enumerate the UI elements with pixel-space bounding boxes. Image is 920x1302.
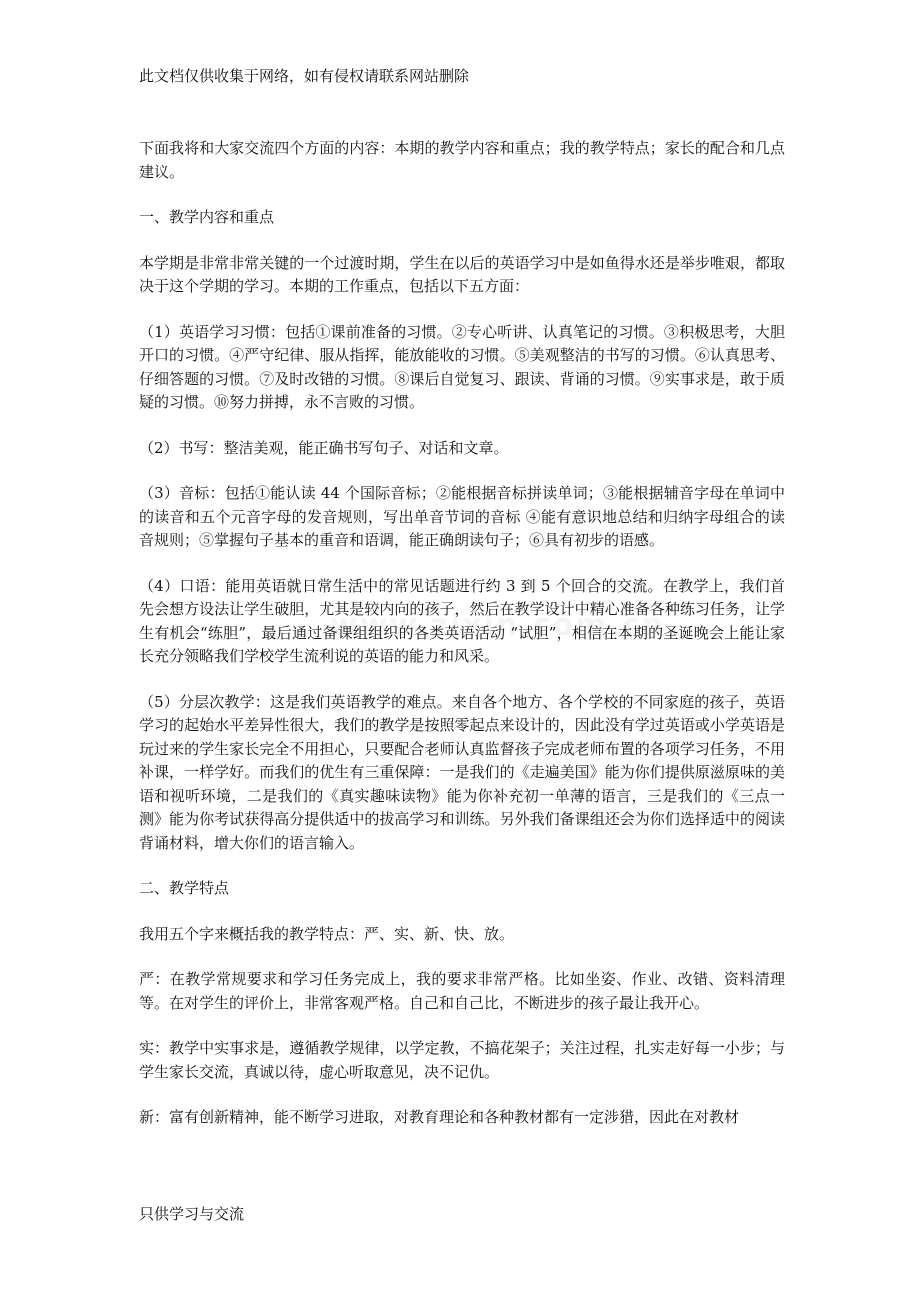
paragraph: （2）书写：整洁美观，能正确书写句子、对话和文章。 [139, 438, 509, 457]
document-body [139, 137, 785, 1151]
paragraph: 我用五个字来概括我的教学特点：严、实、新、快、放。 [139, 924, 515, 943]
paragraph: 新：富有创新精神，能不断学习进取，对教育理论和各种教材都有一定涉猎，因此在对教材 [139, 1108, 740, 1126]
footer-note: 只供学习与交流 [139, 1205, 245, 1223]
paragraph: 本学期是非常非常关键的一个过渡时期，学生在以后的英语学习中是如鱼得水还是举步唯艰，都取决于这个学期的学习。本期的工作重点，包括以下五方面： [139, 253, 785, 295]
paragraph: （4）口语：能用英语就日常生活中的常见话题进行约 3 到 5 个回合的交流。在教学上，我们首先会想方设法让学生破胆，尤其是较内向的孩子，然后在教学设计中精心准备各种练习任务，让学生有机会“练胆”，最后通过备课组组织的各类英语活动 “试胆”，相信在本期的圣诞晚会上能让家长充分领略我们学校学生流利说的英语的能力和风采。 [139, 576, 785, 665]
intro-paragraph: 下面我将和大家交流四个方面的内容：本期的教学内容和重点；我的教学特点；家长的配合和几点建议。 [139, 139, 785, 181]
header-disclaimer: 此文档仅供收集于网络，如有侵权请联系网站删除 [139, 67, 470, 85]
paragraph: 实：教学中实事求是，遵循教学规律，以学定教，不搞花架子；关注过程，扎实走好每一小步；与学生家长交流，真诚以待，虚心听取意见，决不记仇。 [139, 1039, 785, 1081]
section-heading-1: 一、教学内容和重点 [139, 208, 275, 226]
paragraph: （3）音标：包括①能认读 44 个国际音标；②能根据音标拼读单词；③能根据辅音字母在单词中的读音和五个元音字母的发音规则，写出单音节词的音标 ④能有意识地总结和归纳字母组合的读音规则；⑤掌握句子基本的重音和语调，能正确朗读句子；⑥具有初步的语感。 [139, 484, 785, 549]
paragraph: （5）分层次教学：这是我们英语教学的难点。来自各个地方、各个学校的不同家庭的孩子，英语学习的起始水平差异性很大，我们的教学是按照零起点来设计的，因此没有学过英语或小学英语是玩过来的学生家长完全不用担心，只要配合老师认真监督孩子完成老师布置的各项学习任务，不用补课，一样学好。而我们的优生有三重保障：一是我们的《走遍美国》能为你们提供原滋原味的美语和视听环境，二是我们的《真实趣味读物》能为你补充初一单薄的语言，三是我们的《三点一测》能为你考试获得高分提供适中的拔高学习和训练。另外我们备课组还会为你们选择适中的阅读背诵材料，增大你们的语言输入。 [139, 692, 785, 852]
section-heading-2: 二、教学特点 [139, 879, 230, 897]
paragraph: 严：在教学常规要求和学习任务完成上，我的要求非常严格。比如坐姿、作业、改错、资料清理等。在对学生的评价上，非常客观严格。自己和自己比，不断进步的孩子最让我开心。 [139, 970, 785, 1012]
paragraph: （1）英语学习习惯：包括①课前准备的习惯。②专心听讲、认真笔记的习惯。③积极思考，大胆开口的习惯。④严守纪律、服从指挥，能放能收的习惯。⑤美观整洁的书写的习惯。⑥认真思考、仔细答题的习惯。⑦及时改错的习惯。⑧课后自觉复习、跟读、背诵的习惯。⑨实事求是，敢于质疑的习惯。⑩努力拼搏，永不言败的习惯。 [139, 322, 785, 411]
